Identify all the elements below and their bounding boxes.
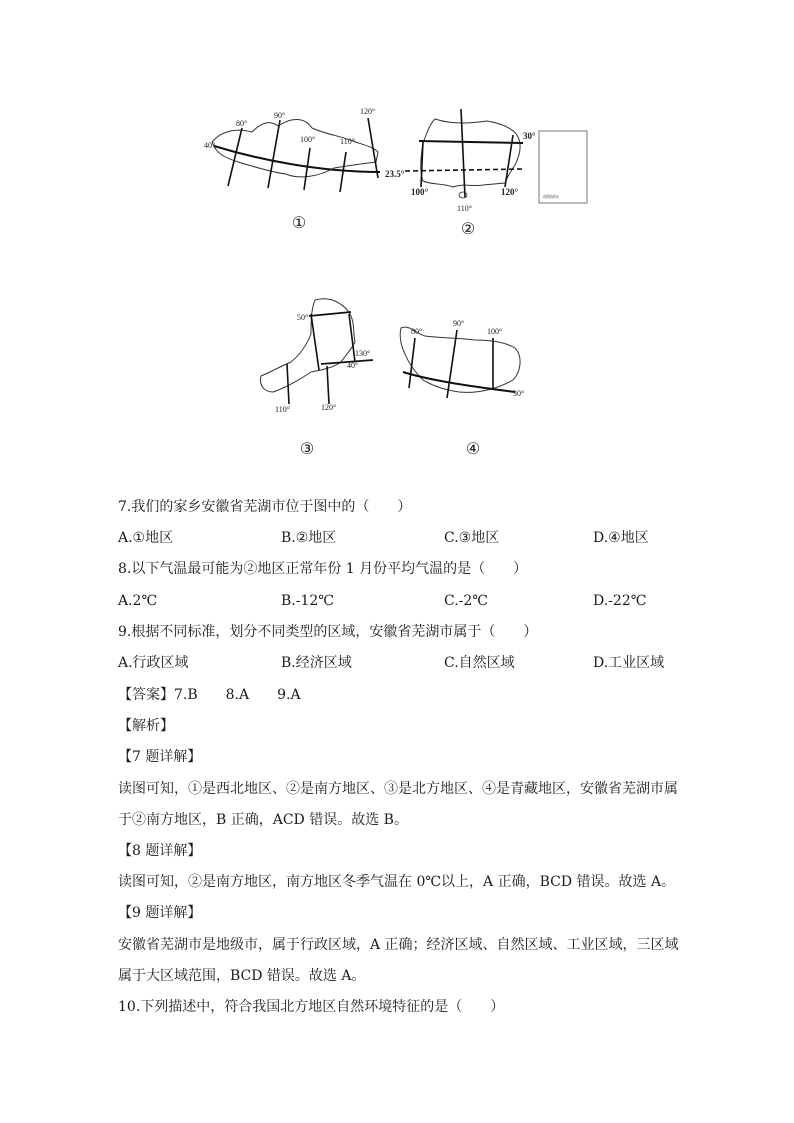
map-1-label: ① — [291, 213, 307, 232]
q7-option-d: D.④地区 — [593, 530, 649, 546]
detail-8-line-1: 读图可知，②是南方地区，南方地区冬季气温在 0℃以上，A 正确，BCD 错误。故选 A。 — [118, 874, 676, 890]
map1-tick-80: 80° — [236, 119, 248, 128]
map-2-south — [383, 105, 593, 215]
map-3-label: ③ — [299, 439, 315, 458]
map2-tick-23-5: 23.5° — [385, 169, 405, 179]
map-3-north — [255, 292, 385, 417]
map-1-northwest — [200, 100, 390, 200]
detail-7-line-2: 于②南方地区，B 正确，ACD 错误。故选 B。 — [118, 812, 408, 828]
q8-option-c: C.-2℃ — [444, 593, 488, 609]
question-7-stem: 7.我们的家乡安徽省芜湖市位于图中的（ ） — [118, 499, 412, 515]
map2-tick-100: 100° — [411, 187, 429, 197]
question-9-stem: 9.根据不同标准，划分不同类型的区域，安徽省芜湖市属于（ ） — [118, 624, 538, 640]
q8-option-a: A.2℃ — [118, 593, 158, 609]
map1-tick-40: 40° — [204, 141, 216, 150]
map3-tick-40: 40° — [347, 361, 359, 370]
question-8-stem: 8.以下气温最可能为②地区正常年份 1 月份平均气温的是（ ） — [118, 561, 528, 577]
detail-9-line-1: 安徽省芜湖市是地级市，属于行政区域，A 正确；经济区域、自然区域、工业区域，三区域 — [118, 937, 679, 953]
question-10-stem: 10.下列描述中，符合我国北方地区自然环境特征的是（ ） — [118, 999, 505, 1015]
map-2-label: ② — [460, 219, 476, 238]
map1-tick-110: 110° — [340, 137, 355, 146]
analysis-heading: 【解析】 — [118, 718, 174, 734]
q9-option-c: C.自然区域 — [444, 655, 515, 671]
q7-option-c: C.③地区 — [444, 530, 500, 546]
q9-option-b: B.经济区域 — [281, 655, 352, 671]
q7-option-b: B.②地区 — [281, 530, 337, 546]
map2-inset-label: 南海诸岛 — [543, 194, 559, 199]
map4-tick-100: 100° — [487, 327, 503, 336]
map2-tick-30: 30° — [523, 131, 536, 141]
map4-tick-80: 80° — [411, 327, 423, 336]
q7-option-a: A.①地区 — [118, 530, 174, 546]
map2-tick-120: 120° — [501, 187, 519, 197]
q8-option-b: B.-12℃ — [281, 593, 334, 609]
detail-9-line-2: 属于大区域范围，BCD 错误。故选 A。 — [118, 968, 366, 984]
detail-8-heading: 【8 题详解】 — [118, 843, 202, 859]
map-4-tibet — [395, 316, 535, 408]
map1-tick-90: 90° — [274, 111, 286, 120]
detail-7-line-1: 读图可知，①是西北地区、②是南方地区、③是北方地区、④是青藏地区，安徽省芜湖市属 — [118, 781, 678, 797]
q8-option-d: D.-22℃ — [593, 593, 647, 609]
q9-option-d: D.工业区域 — [593, 655, 665, 671]
map1-tick-100: 100° — [300, 135, 316, 144]
map4-tick-90: 90° — [453, 319, 465, 328]
map-4-label: ④ — [465, 439, 481, 458]
map2-tick-110: 110° — [457, 204, 472, 213]
detail-9-heading: 【9 题详解】 — [118, 905, 202, 921]
q9-option-a: A.行政区域 — [118, 655, 189, 671]
answer-line: 【答案】7.B 8.A 9.A — [118, 687, 301, 703]
map4-tick-30: 30° — [513, 389, 525, 398]
map1-tick-120: 120° — [360, 107, 376, 116]
map3-tick-120: 120° — [321, 403, 337, 412]
map3-tick-110: 110° — [275, 405, 290, 414]
map3-tick-130: 130° — [355, 349, 371, 358]
detail-7-heading: 【7 题详解】 — [118, 749, 202, 765]
map3-tick-50: 50° — [297, 313, 309, 322]
